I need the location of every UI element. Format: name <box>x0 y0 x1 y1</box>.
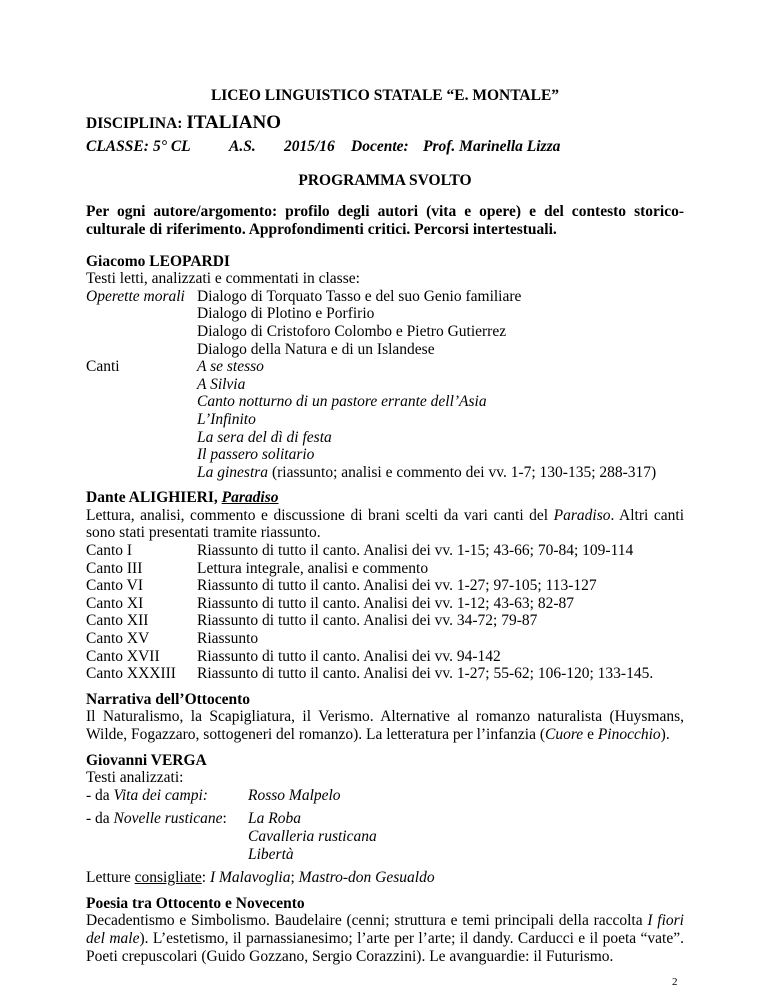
canto-description: Lettura integrale, analisi e commento <box>197 559 429 577</box>
canto-description: Riassunto di tutto il canto. Analisi dei vv. 1-15; 43-66; 70-84; 109-114 <box>197 542 634 560</box>
section-subtitle: Testi letti, analizzati e commentati in classe: <box>86 270 360 288</box>
discipline-value: ITALIANO <box>186 111 282 133</box>
group-label <box>86 810 248 863</box>
section-subtitle: Testi analizzati: <box>86 769 184 787</box>
title-text: Dante ALIGHIERI, <box>86 489 222 507</box>
discipline-line <box>86 111 684 133</box>
section-title: Poesia tra Ottocento e Novecento <box>86 894 305 912</box>
section-title <box>86 489 684 507</box>
section-text <box>86 708 684 743</box>
list-item: Libertà <box>248 845 294 863</box>
list-item <box>197 464 656 482</box>
list-item: Dialogo di Plotino e Porfirio <box>197 305 375 323</box>
canto-row <box>86 648 684 666</box>
dante-section <box>86 489 684 683</box>
text: Letture <box>86 869 135 887</box>
list-item: Rosso Malpelo <box>248 786 341 804</box>
list-item: A se stesso <box>197 358 264 376</box>
list-item: L’Infinito <box>197 410 256 428</box>
work-title: La ginestra <box>197 463 269 481</box>
class-line <box>86 138 684 156</box>
canto-row <box>86 630 684 648</box>
text: ). <box>660 726 670 743</box>
list-item: Dialogo di Torquato Tasso e del suo Genio familiare <box>197 287 522 305</box>
class-value: 5° CL <box>153 138 191 156</box>
canto-label: Canto XXXIII <box>86 665 176 683</box>
canto-description: Riassunto di tutto il canto. Analisi dei vv. 1-12; 43-63; 82-87 <box>197 594 574 612</box>
text: : <box>202 786 208 804</box>
page-number: 2 <box>672 976 678 988</box>
teacher-label: Docente: <box>351 138 409 156</box>
canto-description: Riassunto di tutto il canto. Analisi dei vv. 94-142 <box>197 647 501 665</box>
school-title: LICEO LINGUISTICO STATALE “E. MONTALE” <box>210 87 560 104</box>
leopardi-section <box>86 253 684 482</box>
section-title: Giovanni VERGA <box>86 751 207 769</box>
work-title: Pinocchio <box>597 726 661 743</box>
work-title: I fiori del male <box>86 912 684 947</box>
list-item: Il passero solitario <box>197 446 315 464</box>
canto-row <box>86 577 684 595</box>
intro-text: . Altri canti sono stati presentati tramite riassunto. <box>86 506 685 542</box>
program-title: PROGRAMMA SVOLTO <box>298 171 472 189</box>
text: e <box>583 726 598 743</box>
canto-row <box>86 665 684 683</box>
list-item: Cavalleria rusticana <box>248 827 377 845</box>
canto-table <box>86 542 684 683</box>
section-title: Giacomo LEOPARDI <box>86 252 230 270</box>
canto-row <box>86 542 684 560</box>
poesia-section <box>86 895 684 965</box>
work-title: Mastro-don Gesualdo <box>298 869 435 887</box>
group-label <box>86 787 248 805</box>
work-title: Vita dei campi <box>113 786 203 804</box>
canto-label: Canto I <box>86 542 133 560</box>
canto-label: Canto XI <box>86 594 144 612</box>
text: - da <box>86 810 114 828</box>
canto-row <box>86 595 684 613</box>
narrativa-section <box>86 691 684 744</box>
canto-description: Riassunto di tutto il canto. Analisi dei vv. 1-27; 97-105; 113-127 <box>197 577 597 595</box>
canto-description: Riassunto <box>197 630 259 648</box>
canto-description: Riassunto di tutto il canto. Analisi dei vv. 34-72; 79-87 <box>197 612 538 630</box>
group-label: Operette morali <box>86 287 185 305</box>
text: : <box>222 810 227 828</box>
class-label: CLASSE: <box>86 138 149 156</box>
canto-label: Canto VI <box>86 577 143 595</box>
intro-work: Paradiso <box>553 506 611 524</box>
canto-row <box>86 612 684 630</box>
title-work: Paradiso <box>221 489 279 507</box>
canto-description: Riassunto di tutto il canto. Analisi dei vv. 1-27; 55-62; 106-120; 133-145. <box>197 665 654 683</box>
intro-paragraph: Per ogni autore/argomento: profilo degli autori (vita e opere) e del contesto storico-culturale di riferimento. Approfondimenti critici. Percorsi intertestuali. <box>86 203 684 238</box>
readings-line <box>86 869 684 887</box>
canto-row <box>86 560 684 578</box>
work-title: I Malavoglia <box>209 869 291 887</box>
year-value: 2015/16 <box>284 138 335 156</box>
document-body <box>86 87 684 965</box>
section-text <box>86 912 684 965</box>
work-note: (riassunto; analisi e commento dei vv. 1-7; 130-135; 288-317) <box>268 463 657 481</box>
text: Decadentismo e Simbolismo. Baudelaire (cenni; struttura e temi principali della raccolta <box>86 912 648 930</box>
work-title: Cuore <box>545 726 584 743</box>
text: : <box>201 869 210 887</box>
text: ). L’estetismo, il parnassianesimo; l’arte per l’arte; il dandy. Carducci e il poeta “vate”. Poeti crepuscolari (Guido Gozzano, Sergio Corazzini). Le avanguardie: il Futurismo. <box>86 929 684 965</box>
canto-label: Canto III <box>86 559 143 577</box>
intro-text: Lettura, analisi, commento e discussione di brani scelti da vari canti del <box>86 506 554 524</box>
year-label: A.S. <box>229 138 256 156</box>
section-intro <box>86 507 684 542</box>
text: - da <box>86 786 114 804</box>
teacher-value: Prof. Marinella Lizza <box>423 138 561 156</box>
text: consigliate <box>134 869 202 887</box>
list-item: La Roba <box>248 810 301 828</box>
group-label: Canti <box>86 358 120 376</box>
work-title: Novelle rusticane <box>113 810 223 828</box>
verga-section <box>86 752 684 887</box>
text: Il Naturalismo, la Scapigliatura, il Verismo. Alternative al romanzo naturalista (Huysmans, Wilde, Fogazzaro, sottogeneri del romanzo). La letteratura per l’infanzia ( <box>86 708 684 743</box>
list-item: Canto notturno di un pastore errante dell’Asia <box>197 393 487 411</box>
text: ; <box>290 869 299 887</box>
section-title: Narrativa dell’Ottocento <box>86 690 250 708</box>
discipline-label: DISCIPLINA: <box>86 114 183 132</box>
list-item: A Silvia <box>197 375 246 393</box>
list-item: Dialogo della Natura e di un Islandese <box>197 340 435 358</box>
list-item: Dialogo di Cristoforo Colombo e Pietro Gutierrez <box>197 322 507 340</box>
list-item: La sera del dì di festa <box>197 428 332 446</box>
canto-label: Canto XII <box>86 612 149 630</box>
canto-label: Canto XVII <box>86 647 160 665</box>
canto-label: Canto XV <box>86 630 150 648</box>
